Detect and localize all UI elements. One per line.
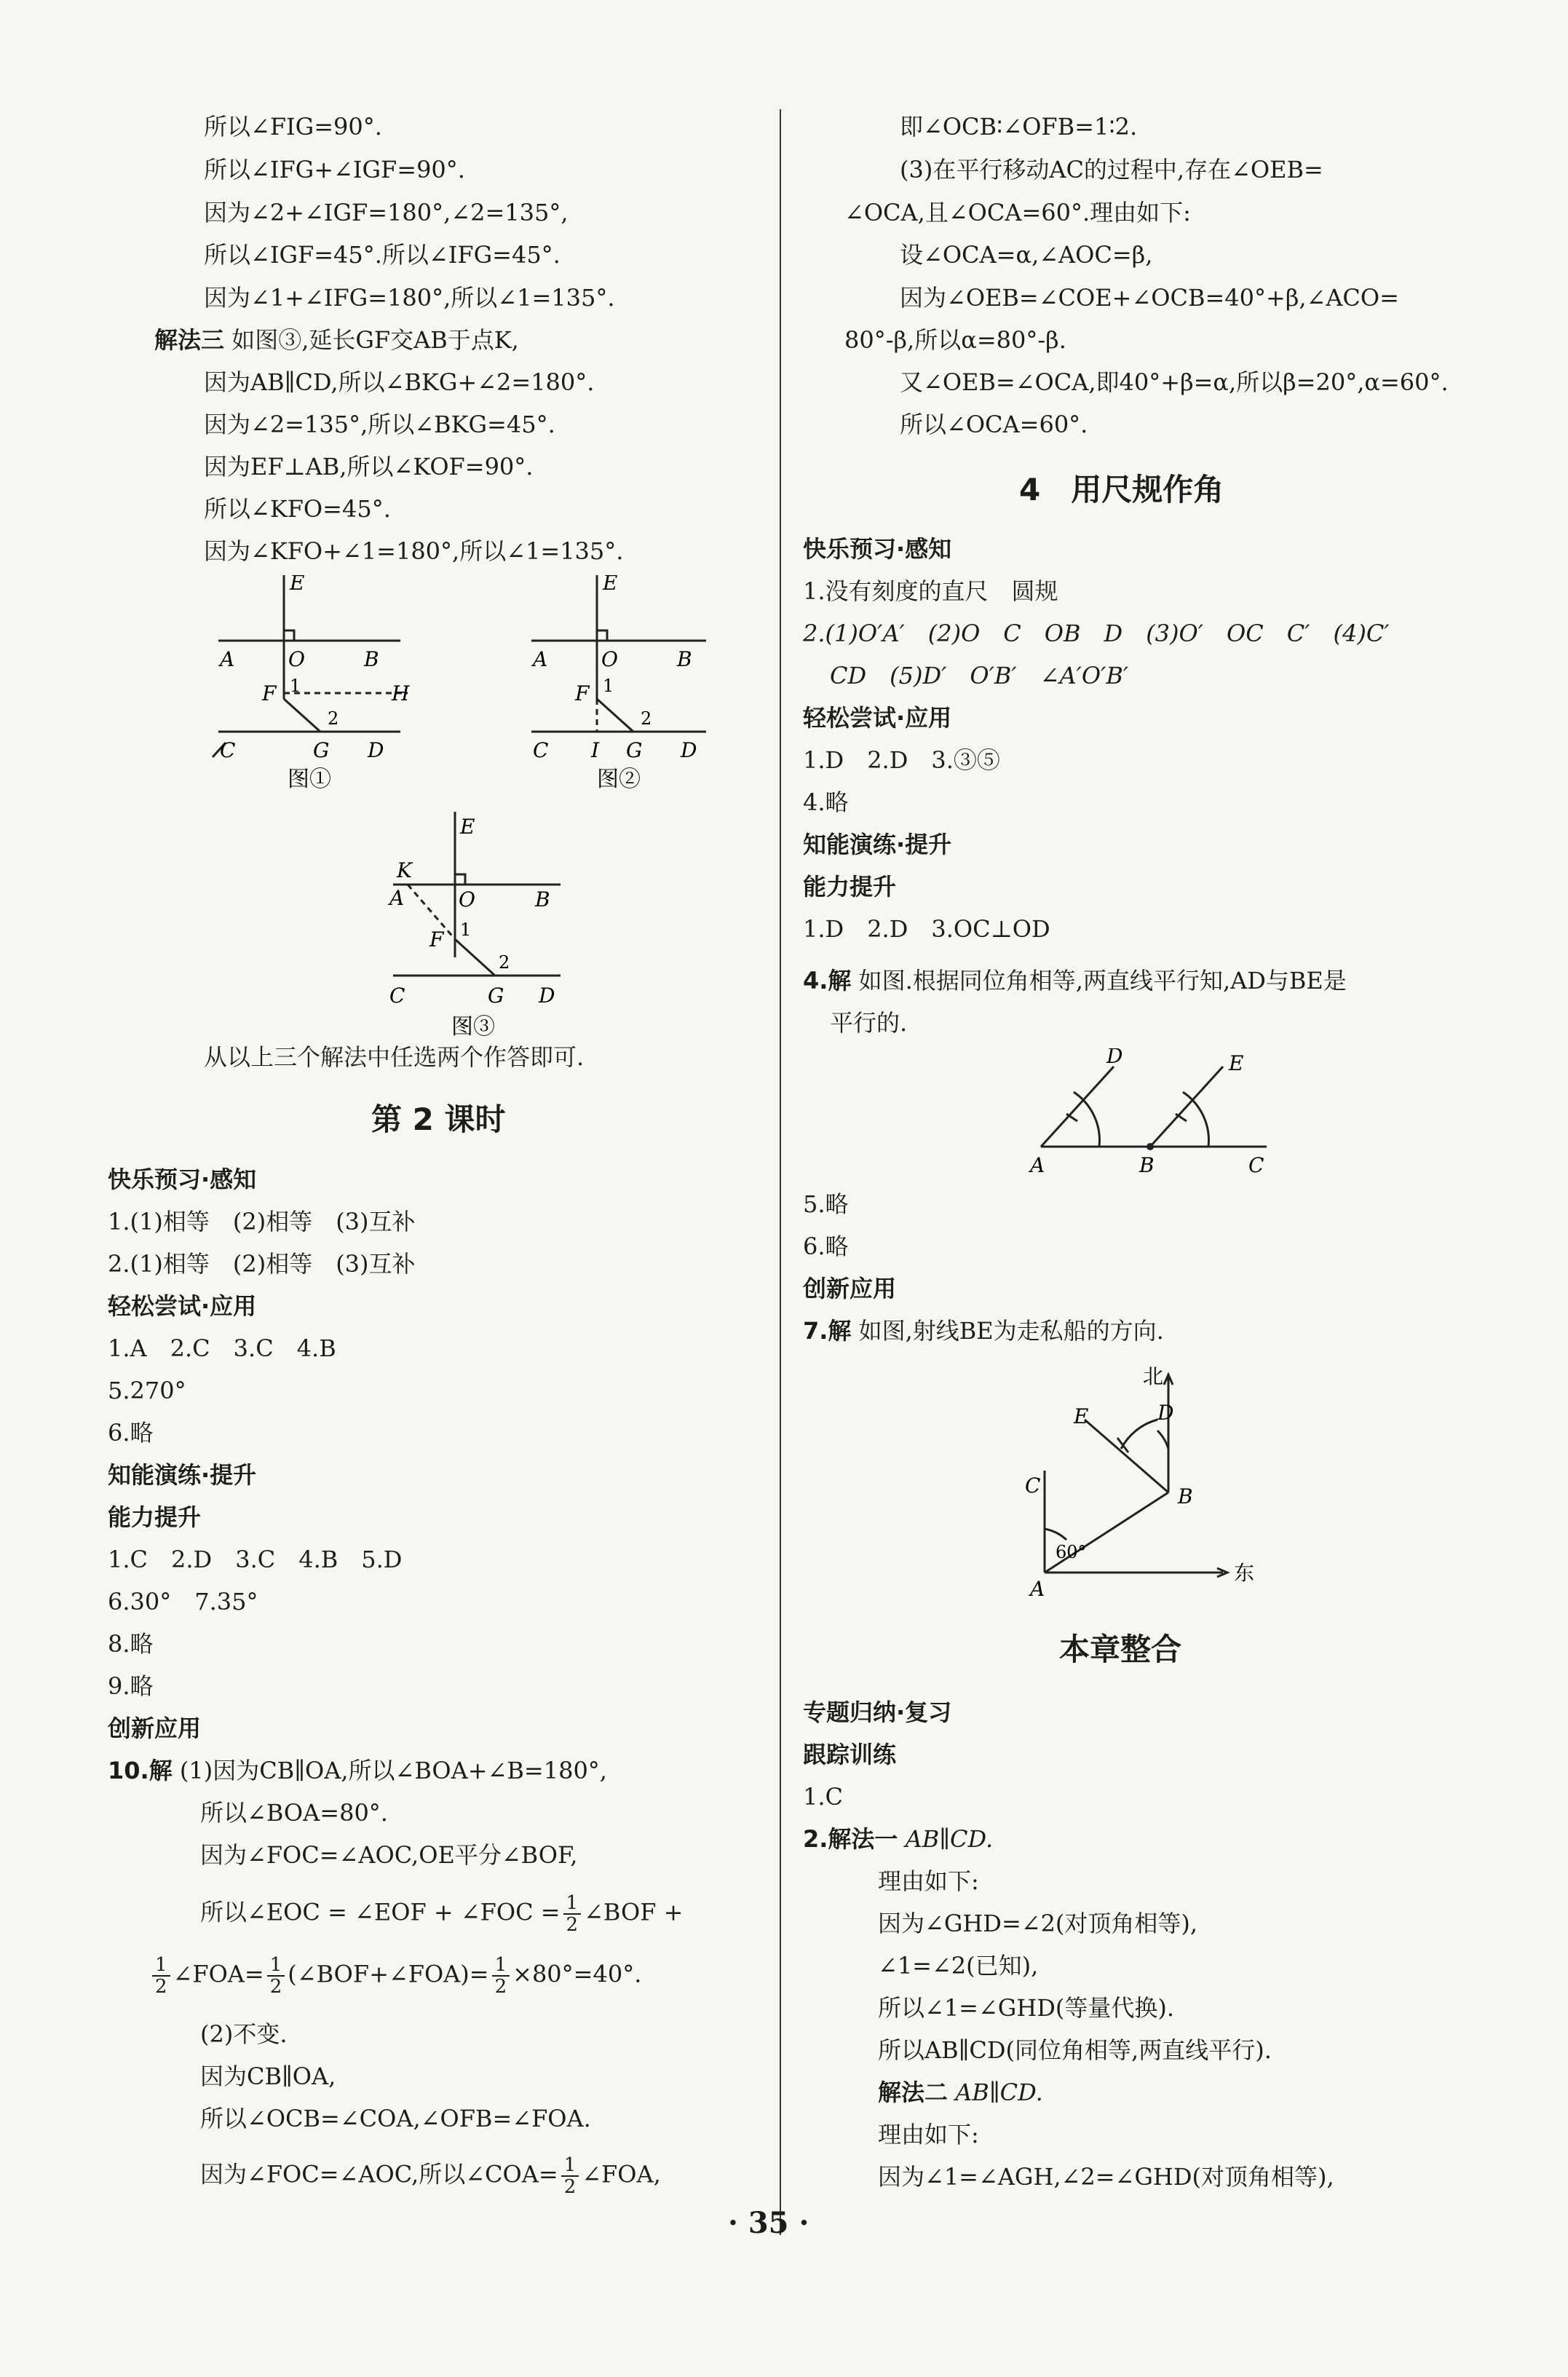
review-5: ∠1=∠2(已知),: [878, 1952, 1039, 1979]
q10-text-5a: ∠FOA=: [173, 1960, 264, 1988]
q10-line-2: 所以∠BOA=80°.: [200, 1799, 388, 1827]
right-line-8: 所以∠OCA=60°.: [900, 411, 1088, 438]
fig2-caption: 图②: [597, 767, 641, 792]
right-preview-1: 1.没有刻度的直尺 圆规: [803, 577, 1058, 605]
fig2-label-2: 2: [641, 708, 652, 729]
q10-line-6: (2)不变.: [200, 2020, 288, 2048]
right-section-review: 专题归纳·复习: [803, 1698, 952, 1726]
figure-3: [379, 812, 597, 1059]
q10-line-4: [200, 1893, 683, 1935]
left-section-try: 轻松尝试·应用: [108, 1292, 257, 1320]
review-8-text: AB∥CD.: [955, 2079, 1043, 2106]
left-line-1: 所以∠FIG=90°.: [204, 113, 382, 141]
q10-line-5: [149, 1955, 641, 1997]
left-line-7: 因为AB∥CD,所以∠BKG+∠2=180°.: [204, 368, 595, 396]
left-line-9: 因为EF⊥AB,所以∠KOF=90°.: [204, 453, 534, 480]
fig3-label-F: F: [429, 928, 444, 952]
q4-label: 4.解: [803, 967, 852, 994]
left-subsection-ability: 能力提升: [108, 1503, 202, 1531]
right-section-preview: 快乐预习·感知: [803, 535, 952, 563]
right-subsection-innovation: 创新应用: [803, 1275, 897, 1302]
fig3-label-G: G: [488, 984, 504, 1008]
figure-ship-direction: [1012, 1361, 1274, 1602]
left-line-2: 所以∠IFG+∠IGF=90°.: [204, 156, 465, 183]
q10-line-3: 因为∠FOC=∠AOC,OE平分∠BOF,: [200, 1841, 578, 1869]
fig3-label-E: E: [460, 815, 475, 839]
review-3: 理由如下:: [878, 1867, 979, 1895]
fig3-label-K: K: [397, 858, 412, 882]
left-preview-2: 2.(1)相等 (2)相等 (3)互补: [108, 1250, 416, 1278]
fig1-label-1: 1: [290, 676, 301, 696]
fig3-label-2: 2: [499, 952, 510, 973]
fig3-label-C: C: [389, 984, 405, 1008]
left-try-1: 1.A 2.C 3.C 4.B: [108, 1334, 336, 1362]
fig1-label-D: D: [368, 738, 384, 762]
left-line-5: 因为∠1+∠IFG=180°,所以∠1=135°.: [204, 284, 615, 312]
fig3-label-A: A: [389, 886, 405, 910]
fig2-label-E: E: [603, 575, 618, 595]
right-practice-4: 5.略: [803, 1190, 849, 1218]
left-practice-4: 9.略: [108, 1672, 154, 1700]
review-6: 所以∠1=∠GHD(等量代换).: [878, 1994, 1175, 2022]
left-try-2: 5.270°: [108, 1377, 186, 1404]
chapter-summary-title: 本章整合: [1059, 1632, 1182, 1667]
ship-label-B: B: [1178, 1484, 1193, 1508]
solution-3-text: 如图③,延长GF交AB于点K,: [231, 326, 519, 354]
review-4: 因为∠GHD=∠2(对顶角相等),: [878, 1910, 1198, 1937]
review-2-text: AB∥CD.: [905, 1825, 994, 1853]
figure-1: [211, 575, 429, 808]
ship-label-A: A: [1030, 1577, 1045, 1601]
right-practice-3: 平行的.: [830, 1009, 908, 1037]
fig2-label-1: 1: [603, 676, 614, 696]
right-try-1: 1.D 2.D 3.③⑤: [803, 746, 1000, 774]
right-line-5: 因为∠OEB=∠COE+∠OCB=40°+β,∠ACO=: [900, 284, 1399, 312]
parallel-label-C: C: [1248, 1153, 1264, 1177]
right-practice-2: [803, 965, 1347, 997]
fig1-label-H: H: [392, 681, 410, 705]
point-B-marker: [1147, 1143, 1154, 1150]
fig2-label-A: A: [533, 647, 548, 671]
right-section-practice: 知能演练·提升: [803, 831, 952, 858]
solution-note: 从以上三个解法中任选两个作答即可.: [204, 1043, 585, 1071]
q7-text: 如图,射线BE为走私船的方向.: [858, 1317, 1164, 1345]
fig1-caption: 图①: [288, 767, 331, 792]
fig1-label-F: F: [262, 681, 277, 705]
fig2-label-F: F: [575, 681, 590, 705]
left-practice-3: 8.略: [108, 1630, 154, 1658]
q10-text-5b: (∠BOF+∠FOA)=: [288, 1960, 489, 1988]
solution-3-label: 解法三: [154, 326, 225, 354]
figure-parallel-construction: [1019, 1048, 1281, 1187]
q10-line-8: 所以∠OCB=∠COA,∠OFB=∠FOA.: [200, 2105, 591, 2132]
left-section-practice: 知能演练·提升: [108, 1461, 257, 1489]
q10-line-7: 因为CB∥OA,: [200, 2062, 336, 2090]
ship-label-C: C: [1025, 1474, 1041, 1498]
right-preview-3: CD (5)D′ O′B′ ∠A′O′B′: [830, 662, 1129, 689]
fraction-half: $\frac{1}{2}$: [561, 2155, 579, 2197]
right-subsection-ability: 能力提升: [803, 873, 897, 901]
q10-text-4a: 所以∠EOC = ∠EOF + ∠FOC =: [200, 1898, 561, 1926]
column-divider: [780, 109, 781, 2235]
right-line-3: ∠OCA,且∠OCA=60°.理由如下:: [844, 199, 1191, 226]
fraction-half: $\frac{1}{2}$: [267, 1955, 285, 1997]
fig2-label-B: B: [677, 647, 692, 671]
fig3-label-D: D: [539, 984, 555, 1008]
figure-2: [524, 575, 728, 808]
left-practice-2: 6.30° 7.35°: [108, 1588, 258, 1615]
page-number: · 35 ·: [728, 2206, 809, 2240]
fig1-label-O: O: [288, 647, 305, 671]
lesson-title: 第 2 课时: [371, 1102, 506, 1137]
angle-60-label: 60°: [1056, 1542, 1087, 1562]
review-9: 理由如下:: [878, 2121, 979, 2148]
q10-text-4b: ∠BOF +: [584, 1898, 684, 1926]
q10-text-9b: ∠FOA,: [582, 2160, 661, 2188]
q10-label: 10.解: [108, 1757, 173, 1784]
left-section-preview: 快乐预习·感知: [108, 1166, 257, 1193]
q10-line-9: [200, 2155, 661, 2197]
q7-line: [803, 1315, 1164, 1347]
right-line-2: (3)在平行移动AC的过程中,存在∠OEB=: [900, 156, 1323, 183]
fig1-label-C: C: [220, 738, 236, 762]
fig3-label-O: O: [459, 887, 475, 911]
left-line-8: 因为∠2=135°,所以∠BKG=45°.: [204, 411, 555, 438]
fig3-label-1: 1: [460, 919, 472, 940]
parallel-label-D: D: [1106, 1048, 1123, 1068]
review-2-label: 2.解法一: [803, 1825, 898, 1853]
right-line-6: 80°-β,所以α=80°-β.: [844, 326, 1066, 354]
right-try-2: 4.略: [803, 788, 849, 816]
right-line-1: 即∠OCB∶∠OFB=1∶2.: [900, 113, 1138, 141]
left-line-6: [154, 324, 519, 356]
fig2-label-O: O: [601, 647, 618, 671]
parallel-label-E: E: [1229, 1051, 1244, 1075]
q4-text: 如图.根据同位角相等,两直线平行知,AD与BE是: [858, 967, 1347, 994]
fig2-label-I: I: [591, 738, 600, 762]
review-7: 所以AB∥CD(同位角相等,两直线平行).: [878, 2036, 1272, 2064]
fig1-label-B: B: [364, 647, 379, 671]
fig1-label-E: E: [290, 575, 305, 595]
review-8-label: 解法二: [878, 2079, 949, 2106]
left-try-3: 6.略: [108, 1419, 154, 1447]
review-8: [878, 2076, 1043, 2108]
right-practice-5: 6.略: [803, 1233, 849, 1260]
fraction-half: $\frac{1}{2}$: [563, 1893, 582, 1935]
left-preview-1: 1.(1)相等 (2)相等 (3)互补: [108, 1208, 416, 1235]
parallel-label-B: B: [1139, 1153, 1155, 1177]
q10-text-1: (1)因为CB∥OA,所以∠BOA+∠B=180°,: [179, 1757, 607, 1784]
fig3-caption: 图③: [451, 1014, 495, 1040]
left-line-3: 因为∠2+∠IGF=180°,∠2=135°,: [204, 199, 569, 226]
q7-label: 7.解: [803, 1317, 852, 1345]
left-practice-1: 1.C 2.D 3.C 4.B 5.D: [108, 1546, 403, 1573]
ship-label-D: D: [1157, 1401, 1174, 1425]
fig2-label-D: D: [681, 738, 697, 762]
review-10: 因为∠1=∠AGH,∠2=∠GHD(对顶角相等),: [878, 2163, 1334, 2191]
fig2-label-G: G: [626, 738, 643, 762]
fraction-half: $\frac{1}{2}$: [492, 1955, 510, 1997]
review-2: [803, 1823, 993, 1855]
fig3-label-B: B: [535, 887, 550, 911]
fig1-label-A: A: [220, 647, 235, 671]
q10-line-1: [108, 1755, 607, 1787]
north-label: 北: [1143, 1364, 1164, 1388]
right-line-7: 又∠OEB=∠OCA,即40°+β=α,所以β=20°,α=60°.: [900, 368, 1449, 396]
fig1-label-2: 2: [328, 708, 339, 729]
right-practice-1: 1.D 2.D 3.OC⊥OD: [803, 915, 1050, 943]
left-line-4: 所以∠IGF=45°.所以∠IFG=45°.: [204, 241, 561, 269]
fig2-label-C: C: [533, 738, 549, 762]
right-line-4: 设∠OCA=α,∠AOC=β,: [900, 241, 1153, 269]
left-line-11: 因为∠KFO+∠1=180°,所以∠1=135°.: [204, 537, 624, 565]
parallel-label-A: A: [1030, 1153, 1045, 1177]
left-subsection-innovation: 创新应用: [108, 1714, 202, 1742]
review-1: 1.C: [803, 1783, 844, 1811]
left-line-10: 所以∠KFO=45°.: [204, 495, 391, 523]
ship-label-E: E: [1074, 1404, 1089, 1428]
q10-text-5c: ×80°=40°.: [512, 1960, 642, 1988]
right-section-try: 轻松尝试·应用: [803, 704, 952, 732]
fraction-half: $\frac{1}{2}$: [152, 1955, 170, 1997]
right-preview-2: 2.(1)O′A′ (2)O C OB D (3)O′ OC C′ (4)C′: [803, 620, 1390, 647]
section-title-ruler: 4 用尺规作角: [1019, 472, 1224, 507]
q10-text-9a: 因为∠FOC=∠AOC,所以∠COA=: [200, 2160, 558, 2188]
fig1-label-G: G: [313, 738, 330, 762]
right-subsection-tracking: 跟踪训练: [803, 1741, 897, 1768]
east-label: 东: [1234, 1561, 1255, 1585]
